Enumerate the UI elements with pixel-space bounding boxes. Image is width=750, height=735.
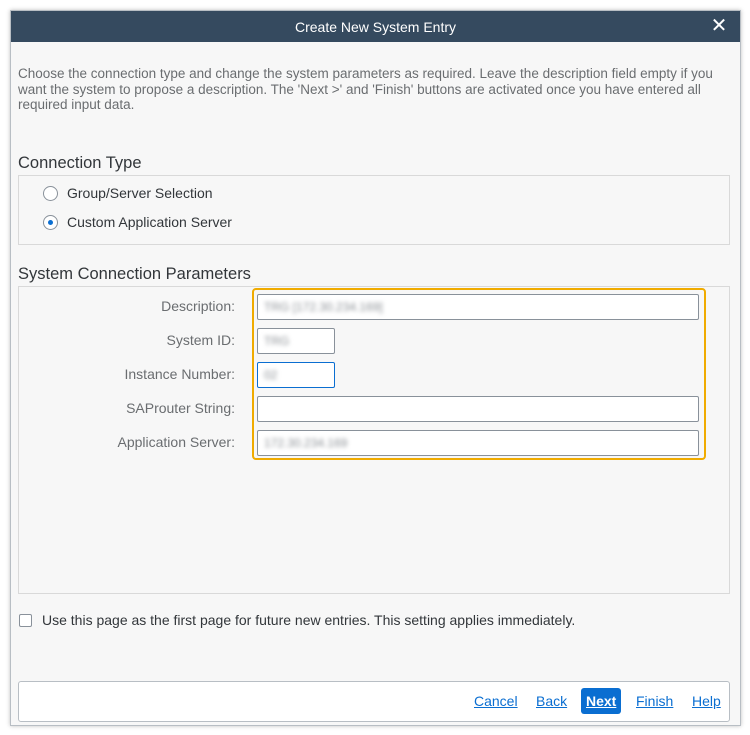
saprouter-string-input[interactable] xyxy=(257,396,699,422)
system-id-input[interactable] xyxy=(257,328,335,354)
system-id-label: System ID: xyxy=(166,332,235,348)
next-button[interactable]: Next xyxy=(581,688,621,714)
dialog-footer xyxy=(18,681,730,722)
intro-text: Choose the connection type and change the system parameters as required. Leave the description field empty if you want the system to propose a description. The 'Next >' and 'Finish' buttons are activated once you have entered all required input data. xyxy=(18,66,713,112)
radio-custom-application-server[interactable] xyxy=(43,214,232,230)
system-id-value: TRG xyxy=(264,334,290,348)
saprouter-string-label: SAProuter String: xyxy=(126,400,235,416)
instance-number-input[interactable] xyxy=(257,362,335,388)
description-value: TRG [172.30.234.169] xyxy=(264,300,383,314)
instance-number-label: Instance Number: xyxy=(124,366,235,382)
connection-type-panel xyxy=(18,175,730,245)
radio-label: Custom Application Server xyxy=(67,214,232,230)
dialog-titlebar xyxy=(11,11,740,42)
parameters-title: System Connection Parameters xyxy=(18,265,251,283)
radio-button-unchecked[interactable] xyxy=(43,186,58,201)
description-label: Description: xyxy=(161,298,235,314)
finish-button[interactable]: Finish xyxy=(636,693,674,709)
radio-label: Group/Server Selection xyxy=(67,185,213,201)
create-system-dialog xyxy=(10,10,741,726)
radio-button-checked[interactable] xyxy=(43,215,58,230)
connection-type-title: Connection Type xyxy=(18,154,142,172)
first-page-checkbox-row[interactable] xyxy=(19,612,575,628)
dialog-title: Create New System Entry xyxy=(294,18,457,35)
back-button[interactable]: Back xyxy=(536,693,568,709)
close-icon[interactable]: ✕ xyxy=(710,15,728,37)
first-page-checkbox-label: Use this page as the first page for future new entries. This setting applies immediately. xyxy=(42,612,576,628)
application-server-value: 172.30.234.169 xyxy=(264,436,348,450)
application-server-input[interactable] xyxy=(257,430,699,456)
radio-group-server-selection[interactable] xyxy=(43,185,213,201)
first-page-checkbox[interactable] xyxy=(19,614,32,627)
help-button[interactable]: Help xyxy=(692,693,721,709)
cancel-button[interactable]: Cancel xyxy=(474,693,518,709)
instance-number-value: 02 xyxy=(264,368,278,382)
application-server-label: Application Server: xyxy=(117,434,235,450)
description-input[interactable] xyxy=(257,294,699,320)
